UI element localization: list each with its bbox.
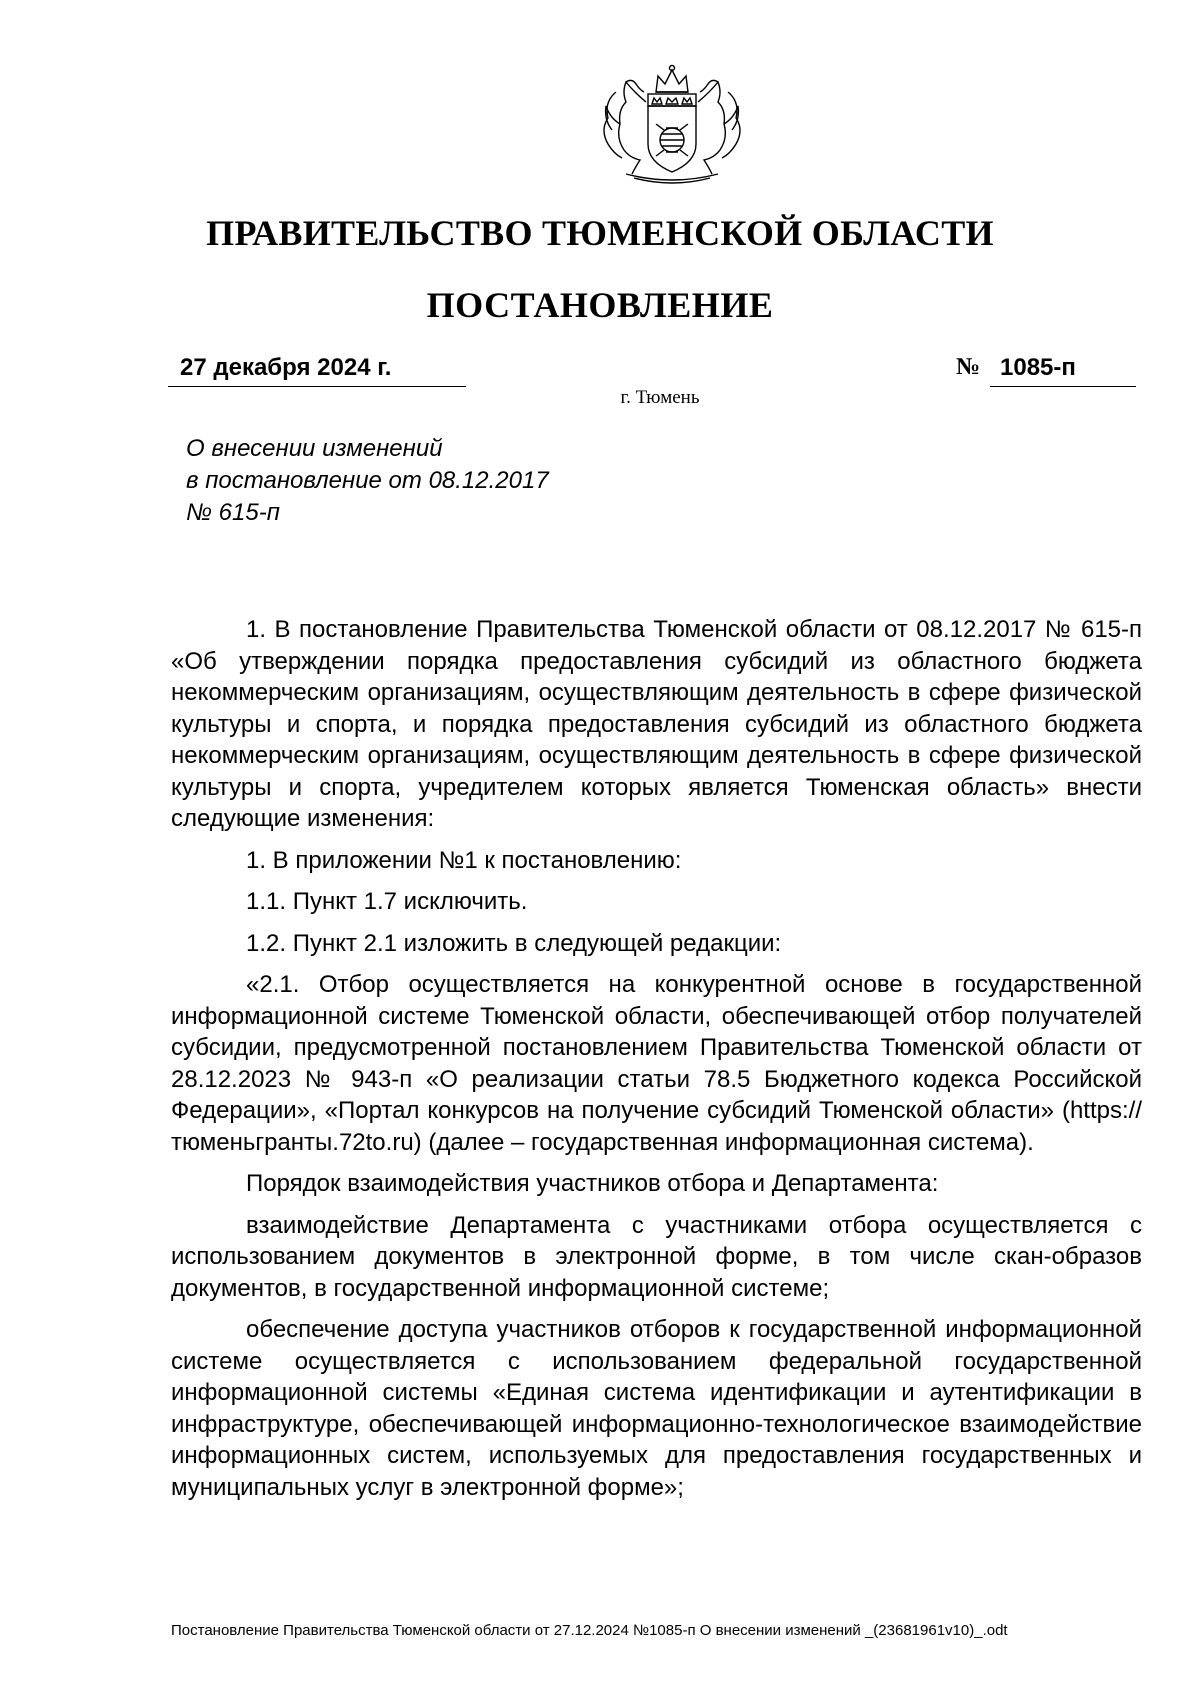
subject-block: [186, 433, 549, 529]
organization-title: ПРАВИТЕЛЬСТВО ТЮМЕНСКОЙ ОБЛАСТИ: [206, 213, 994, 253]
body-paragraph: «2.1. Отбор осуществляется на конкурентной основе в государственной информационной системе Тюменской области, обеспечивающей отбор получателей субсидии, предусмотренной постановлением Правительства Тюменской области от 28.12.2023 № 943-п «О реализации статьи 78.5 Бюджетного кодекса Российской Федерации», «Портал конкурсов на получение субсидий Тюменской области» (https://тюменьгранты.72to.ru) (далее – государственная информационная система).: [171, 971, 1142, 1156]
subject-line: № 615-п: [186, 499, 280, 526]
coat-of-arms-icon: [596, 62, 748, 184]
date-field: [168, 352, 466, 387]
body-paragraph: 1. В постановление Правительства Тюменской области от 08.12.2017 № 615-п «Об утверждении порядка предоставления субсидий из областного бюджета некоммерческим организациям, осуществляющим деятельность в сфере физической культуры и спорта, и порядка предоставления субсидий из областного бюджета некоммерческим организациям, осуществляющим деятельность в сфере физической культуры и спорта, учредителем которых является Тюменская область» внести следующие изменения:: [171, 616, 1142, 832]
document-type-title: ПОСТАНОВЛЕНИЕ: [426, 285, 774, 325]
body-paragraph: 1. В приложении №1 к постановлению:: [246, 846, 682, 874]
subject-line: О внесении изменений: [186, 435, 443, 462]
body-paragraph: взаимодействие Департамента с участниками отбора осуществляется с использованием документов в электронной форме, в том числе скан-образов документов, в государственной информационной системе;: [171, 1211, 1142, 1302]
document-body: [171, 614, 1142, 1513]
number-field: [990, 352, 1136, 387]
document-date: 27 декабря 2024 г.: [180, 354, 392, 381]
body-paragraph: обеспечение доступа участников отборов к государственной информационной системе осуществляется с использованием федеральной государственной информационной системы «Единая система идентификации и аутентификации в инфраструктуре, обеспечивающей информационно-технологическое взаимодействие информационных систем, используемых для предоставления государственных и муниципальных услуг в электронной форме»;: [171, 1316, 1142, 1501]
document-number: 1085-п: [1000, 354, 1076, 381]
body-paragraph: 1.2. Пункт 2.1 изложить в следующей редакции:: [246, 929, 782, 957]
footer-file-info: Постановление Правительства Тюменской области от 27.12.2024 №1085-п О внесении изменений _(23681961v10)_.odt: [171, 1622, 1008, 1639]
number-sign: №: [956, 354, 981, 380]
body-paragraph: Порядок взаимодействия участников отбора и Департамента:: [246, 1170, 939, 1197]
subject-line: в постановление от 08.12.2017: [186, 467, 549, 494]
city-label: г. Тюмень: [620, 387, 700, 408]
body-paragraph: 1.1. Пункт 1.7 исключить.: [246, 888, 528, 915]
